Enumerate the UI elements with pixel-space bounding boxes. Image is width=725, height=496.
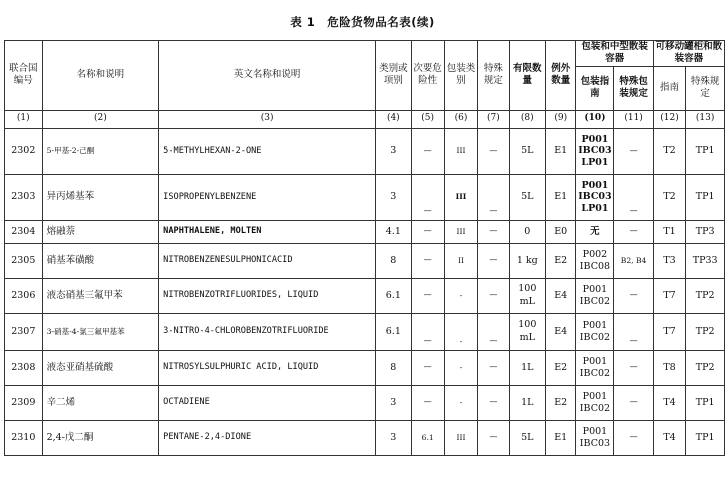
tank-special: TP1 — [686, 174, 725, 220]
class: 3 — [376, 385, 411, 420]
packing-instruction — [576, 385, 614, 420]
column-number: (10) — [576, 110, 614, 128]
un-number: 2309 — [5, 385, 43, 420]
packing-instruction — [576, 313, 614, 350]
table-row — [5, 128, 725, 174]
packing-instruction-code: P001 — [581, 180, 609, 192]
special-provision: — — [478, 420, 509, 455]
packing-group: - — [444, 350, 477, 385]
column-number: (6) — [444, 110, 477, 128]
dangerous-goods-table — [4, 40, 725, 456]
special-packing: — — [614, 174, 653, 220]
name-cn: 3-硝基-4-氯三氟甲基苯 — [42, 313, 159, 350]
un-number: 2308 — [5, 350, 43, 385]
excepted-quantity: E4 — [546, 313, 576, 350]
limited-quantity: 0 — [509, 220, 545, 243]
name-en: NAPHTHALENE, MOLTEN — [159, 220, 376, 243]
table-row — [5, 313, 725, 350]
limited-quantity: 100 mL — [509, 278, 545, 313]
table-row — [5, 243, 725, 278]
limited-quantity: 1 kg — [509, 243, 545, 278]
column-number: (11) — [614, 110, 653, 128]
limited-quantity: 5L — [509, 174, 545, 220]
class: 6.1 — [376, 313, 411, 350]
special-packing: B2, B4 — [614, 243, 653, 278]
tank-instruction: T3 — [653, 243, 686, 278]
packing-group: II — [444, 243, 477, 278]
sub-risk: — — [411, 278, 444, 313]
name-cn: 硝基苯磺酸 — [42, 243, 159, 278]
header-excepted-quantity: 例外数量 — [546, 41, 576, 111]
packing-group: III — [444, 420, 477, 455]
packing-instruction-code: IBC02 — [579, 331, 611, 343]
un-number: 2305 — [5, 243, 43, 278]
packing-instruction-code: P001 — [582, 426, 608, 438]
tank-instruction: T4 — [653, 420, 686, 455]
special-packing: — — [614, 420, 653, 455]
tank-instruction: T7 — [653, 313, 686, 350]
packing-instruction — [576, 278, 614, 313]
tank-instruction: T4 — [653, 385, 686, 420]
tank-special: TP1 — [686, 128, 725, 174]
special-provision: — — [478, 220, 509, 243]
packing-instruction-code: P001 — [582, 320, 608, 332]
special-provision: — — [478, 385, 509, 420]
excepted-quantity: E1 — [546, 174, 576, 220]
header-portable-tanks: 可移动罐柜和散装容器 — [653, 41, 724, 67]
header-name-cn: 名称和说明 — [42, 41, 159, 111]
table-row — [5, 220, 725, 243]
packing-instruction-code: IBC02 — [579, 367, 611, 379]
name-en: NITROSYLSULPHURIC ACID, LIQUID — [159, 350, 376, 385]
name-en: NITROBENZENESULPHONICACID — [159, 243, 376, 278]
name-en: OCTADIENE — [159, 385, 376, 420]
special-packing: — — [614, 350, 653, 385]
excepted-quantity: E2 — [546, 350, 576, 385]
tank-special: TP1 — [686, 420, 725, 455]
packing-instruction-code: P001 — [582, 284, 608, 296]
sub-risk: 6.1 — [411, 420, 444, 455]
excepted-quantity: E0 — [546, 220, 576, 243]
column-number: (1) — [5, 110, 43, 128]
table-row — [5, 385, 725, 420]
class: 3 — [376, 128, 411, 174]
tank-instruction: T2 — [653, 174, 686, 220]
header-row-top — [5, 41, 725, 67]
special-packing: — — [614, 128, 653, 174]
un-number: 2310 — [5, 420, 43, 455]
special-provision: — — [478, 128, 509, 174]
column-number: (2) — [42, 110, 159, 128]
table-row — [5, 174, 725, 220]
packing-instruction-code: IBC03 — [579, 437, 611, 449]
special-packing: — — [614, 385, 653, 420]
name-cn: 熔融萘 — [42, 220, 159, 243]
header-class: 类别或项别 — [376, 41, 411, 111]
excepted-quantity: E2 — [546, 243, 576, 278]
header-name-en: 英文名称和说明 — [159, 41, 376, 111]
packing-group: - — [444, 385, 477, 420]
name-cn: 异丙烯基苯 — [42, 174, 159, 220]
special-packing: — — [614, 278, 653, 313]
packing-instruction-code: IBC02 — [579, 295, 611, 307]
tank-instruction: T7 — [653, 278, 686, 313]
un-number: 2303 — [5, 174, 43, 220]
un-number: 2302 — [5, 128, 43, 174]
packing-instruction — [576, 350, 614, 385]
packing-instruction-code: IBC03 — [578, 191, 612, 203]
packing-instruction-code: IBC02 — [579, 402, 611, 414]
excepted-quantity: E4 — [546, 278, 576, 313]
sub-risk: — — [411, 128, 444, 174]
class: 8 — [376, 243, 411, 278]
tank-special: TP2 — [686, 313, 725, 350]
packing-instruction-code: IBC03 — [578, 145, 612, 157]
special-provision: — — [478, 278, 509, 313]
un-number: 2306 — [5, 278, 43, 313]
excepted-quantity: E1 — [546, 420, 576, 455]
limited-quantity: 1L — [509, 350, 545, 385]
tank-special: TP3 — [686, 220, 725, 243]
name-en: ISOPROPENYLBENZENE — [159, 174, 376, 220]
packing-instruction — [576, 174, 614, 220]
header-tank-instruction: 指南 — [653, 66, 686, 110]
header-un-no: 联合国编号 — [5, 41, 43, 111]
name-en: PENTANE-2,4-DIONE — [159, 420, 376, 455]
special-provision: — — [478, 350, 509, 385]
table-row — [5, 350, 725, 385]
name-en: 5-METHYLHEXAN-2-ONE — [159, 128, 376, 174]
tank-special: TP2 — [686, 350, 725, 385]
name-cn: 2,4-戊二酮 — [42, 420, 159, 455]
column-number: (5) — [411, 110, 444, 128]
name-en: 3-NITRO-4-CHLOROBENZOTRIFLUORIDE — [159, 313, 376, 350]
column-number: (7) — [478, 110, 509, 128]
special-provision: — — [478, 174, 509, 220]
sub-risk: — — [411, 174, 444, 220]
header-sub-risk: 次要危险性 — [411, 41, 444, 111]
sub-risk: — — [411, 243, 444, 278]
limited-quantity: 100 mL — [509, 313, 545, 350]
tank-special: TP33 — [686, 243, 725, 278]
packing-instruction-code: P001 — [582, 356, 608, 368]
excepted-quantity: E2 — [546, 385, 576, 420]
header-special-packing: 特殊包装规定 — [614, 66, 653, 110]
class: 4.1 — [376, 220, 411, 243]
packing-instruction — [576, 128, 614, 174]
packing-instruction-code: 无 — [590, 225, 600, 237]
header-packaging-ibc: 包装和中型散装容器 — [576, 41, 653, 67]
packing-instruction — [576, 220, 614, 243]
tank-instruction: T1 — [653, 220, 686, 243]
name-cn: 辛二烯 — [42, 385, 159, 420]
special-provision: — — [478, 243, 509, 278]
column-number: (9) — [546, 110, 576, 128]
class: 3 — [376, 174, 411, 220]
name-en: NITROBENZOTRIFLUORIDES, LIQUID — [159, 278, 376, 313]
sub-risk: — — [411, 350, 444, 385]
header-packing-group: 包装类别 — [444, 41, 477, 111]
special-packing: — — [614, 313, 653, 350]
class: 8 — [376, 350, 411, 385]
tank-instruction: T8 — [653, 350, 686, 385]
column-number-row — [5, 110, 725, 128]
tank-special: TP1 — [686, 385, 725, 420]
class: 6.1 — [376, 278, 411, 313]
table-row — [5, 278, 725, 313]
column-number: (12) — [653, 110, 686, 128]
packing-instruction — [576, 243, 614, 278]
header-special-provisions: 特殊规定 — [478, 41, 509, 111]
header-packing-instruction: 包装指南 — [576, 66, 614, 110]
column-number: (8) — [509, 110, 545, 128]
special-provision: — — [478, 313, 509, 350]
name-cn: 5-甲基-2-己酮 — [42, 128, 159, 174]
packing-instruction-code: LP01 — [581, 202, 609, 214]
packing-instruction — [576, 420, 614, 455]
sub-risk: — — [411, 313, 444, 350]
header-limited-quantity: 有限数量 — [509, 41, 545, 111]
column-number: (3) — [159, 110, 376, 128]
header-tank-special: 特殊规定 — [686, 66, 725, 110]
sub-risk: — — [411, 385, 444, 420]
table-title: 表 1 危险货物品名表(续) — [290, 15, 435, 29]
packing-group: III — [444, 220, 477, 243]
table-row — [5, 420, 725, 455]
limited-quantity: 5L — [509, 128, 545, 174]
packing-group: - — [444, 313, 477, 350]
packing-instruction-code: LP01 — [581, 156, 609, 168]
tank-special: TP2 — [686, 278, 725, 313]
sub-risk: — — [411, 220, 444, 243]
packing-group: III — [444, 174, 477, 220]
un-number: 2307 — [5, 313, 43, 350]
limited-quantity: 5L — [509, 420, 545, 455]
packing-instruction-code: P001 — [581, 134, 609, 146]
packing-instruction-code: P002 — [582, 249, 608, 261]
packing-group: - — [444, 278, 477, 313]
column-number: (4) — [376, 110, 411, 128]
tank-instruction: T2 — [653, 128, 686, 174]
packing-group: III — [444, 128, 477, 174]
name-cn: 液态硝基三氟甲苯 — [42, 278, 159, 313]
packing-instruction-code: IBC08 — [579, 260, 611, 272]
limited-quantity: 1L — [509, 385, 545, 420]
special-packing: — — [614, 220, 653, 243]
name-cn: 液态亚硝基硫酸 — [42, 350, 159, 385]
excepted-quantity: E1 — [546, 128, 576, 174]
packing-instruction-code: P001 — [582, 391, 608, 403]
un-number: 2304 — [5, 220, 43, 243]
class: 3 — [376, 420, 411, 455]
column-number: (13) — [686, 110, 725, 128]
